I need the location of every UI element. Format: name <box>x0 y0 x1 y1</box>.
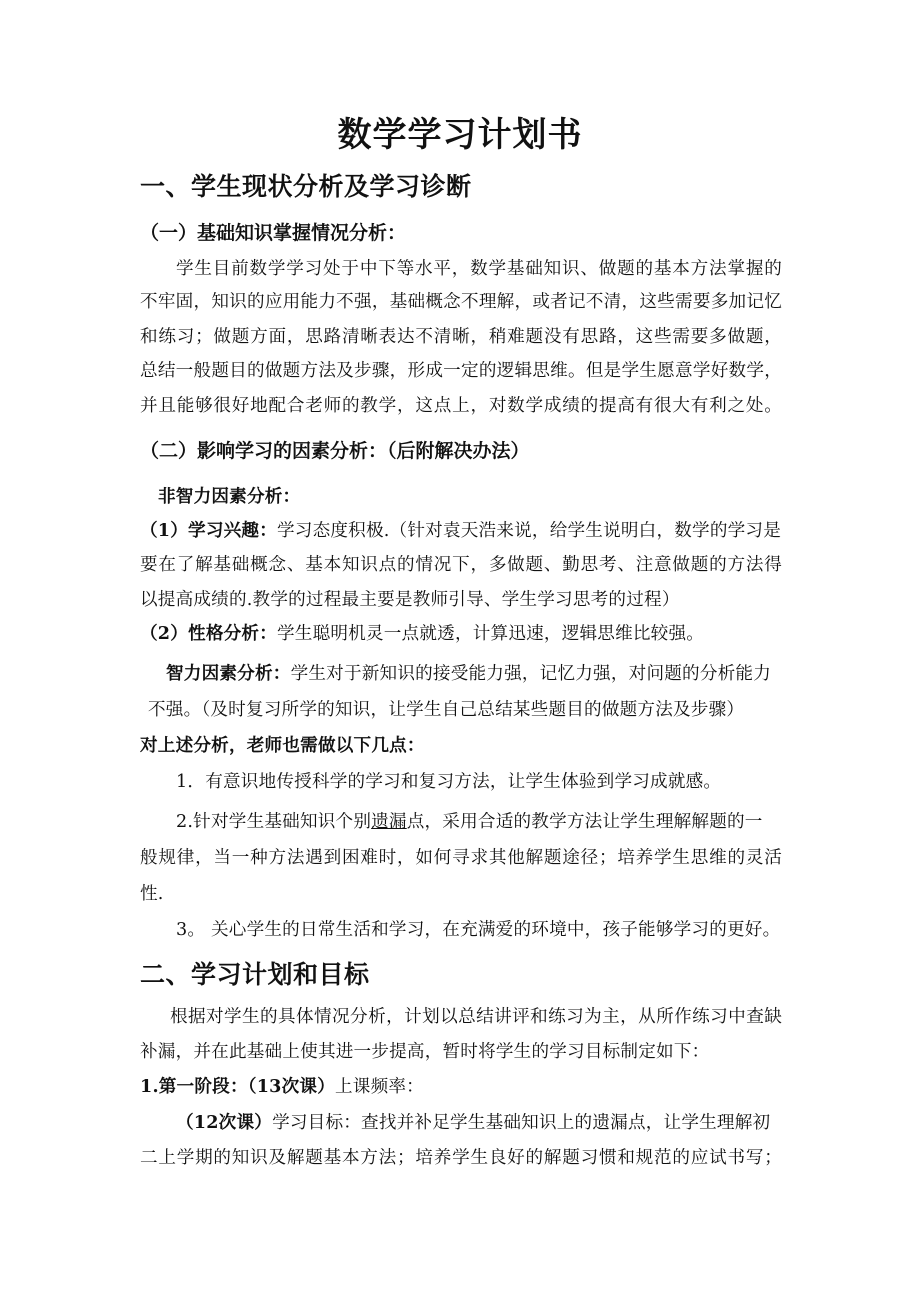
paragraph-line: 根据对学生的具体情况分析，计划以总结讲评和练习为主，从所作练习中查缺 <box>170 1007 782 1027</box>
point-1: 1．有意识地传授科学的学习和复习方法，让学生体验到学习成就感。 <box>176 772 722 792</box>
point-2-line: 2.针对学生基础知识个别遗漏点，采用合适的教学方法让学生理解解题的一 <box>176 812 763 832</box>
personality-label: （2）性格分析： <box>140 623 277 644</box>
interest-text: 学习态度积极.（针对袁天浩来说，给学生说明白，数学的学习是 <box>277 521 782 541</box>
paragraph-line: 不强。（及时复习所学的知识，让学生自己总结某些题目的做题方法及步骤） <box>148 700 745 720</box>
intel-line <box>166 662 771 686</box>
paragraph-line: 学生目前数学学习处于中下等水平，数学基础知识、做题的基本方法掌握的 <box>176 259 782 279</box>
intel-label: 智力因素分析： <box>166 663 291 684</box>
subsection2-heading: （二）影响学习的因素分析：（后附解决办法） <box>140 440 530 462</box>
underlined-word: 遗漏 <box>371 812 407 832</box>
interest-label: （1）学习兴趣： <box>140 520 277 541</box>
goal-label: （12次课） <box>176 1112 273 1133</box>
page-title: 数学学习计划书 <box>337 115 583 155</box>
point-3: 3。 关心学生的日常生活和学习，在充满爱的环境中，孩子能够学习的更好。 <box>176 920 781 940</box>
stage1-text: 上课频率： <box>335 1077 424 1097</box>
paragraph-line: 不牢固，知识的应用能力不强，基础概念不理解，或者记不清，这些需要多加记忆 <box>140 292 782 312</box>
paragraph-line: 并且能够很好地配合老师的教学，这点上，对数学成绩的提高有很大有利之处。 <box>140 396 782 416</box>
interest-line <box>140 519 782 543</box>
goal-text: 学习目标：查找并补足学生基础知识上的遗漏点，让学生理解初 <box>272 1113 771 1133</box>
personality-text: 学生聪明机灵一点就透，计算迅速，逻辑思维比较强。 <box>277 624 705 644</box>
paragraph-line: 二上学期的知识及解题基本方法；培养学生良好的解题习惯和规范的应试书写； <box>140 1148 782 1168</box>
stage1-label: 1.第一阶段：（13次课） <box>140 1076 335 1097</box>
paragraph-line: 般规律，当一种方法遇到困难时，如何寻求其他解题途径；培养学生思维的灵活 <box>140 848 782 868</box>
section1-heading: 一、学生现状分析及学习诊断 <box>140 172 472 201</box>
section2-heading: 二、学习计划和目标 <box>140 960 370 989</box>
intel-text: 学生对于新知识的接受能力强，记忆力强，对问题的分析能力 <box>290 664 771 684</box>
paragraph-line: 以提高成绩的.教学的过程最主要是教师引导、学生学习思考的过程） <box>140 590 680 610</box>
paragraph-line: 要在了解基础概念、基本知识点的情况下，多做题、勤思考、注意做题的方法得 <box>140 555 782 575</box>
paragraph-line: 性. <box>140 884 164 904</box>
teacher-points-label: 对上述分析，老师也需做以下几点： <box>140 735 425 756</box>
subsection1-heading: （一）基础知识掌握情况分析： <box>140 222 407 244</box>
paragraph-line: 和练习；做题方面，思路清晰表达不清晰，稍难题没有思路，这些需要多做题， <box>140 327 782 347</box>
nonintel-label: 非智力因素分析： <box>158 486 301 507</box>
personality-line <box>140 622 704 646</box>
paragraph-line: 总结一般题目的做题方法及步骤，形成一定的逻辑思维。但是学生愿意学好数学， <box>140 361 782 381</box>
goal-line <box>176 1111 782 1135</box>
stage1-line <box>140 1075 424 1099</box>
paragraph-line: 补漏，并在此基础上使其进一步提高，暂时将学生的学习目标制定如下： <box>140 1042 710 1062</box>
